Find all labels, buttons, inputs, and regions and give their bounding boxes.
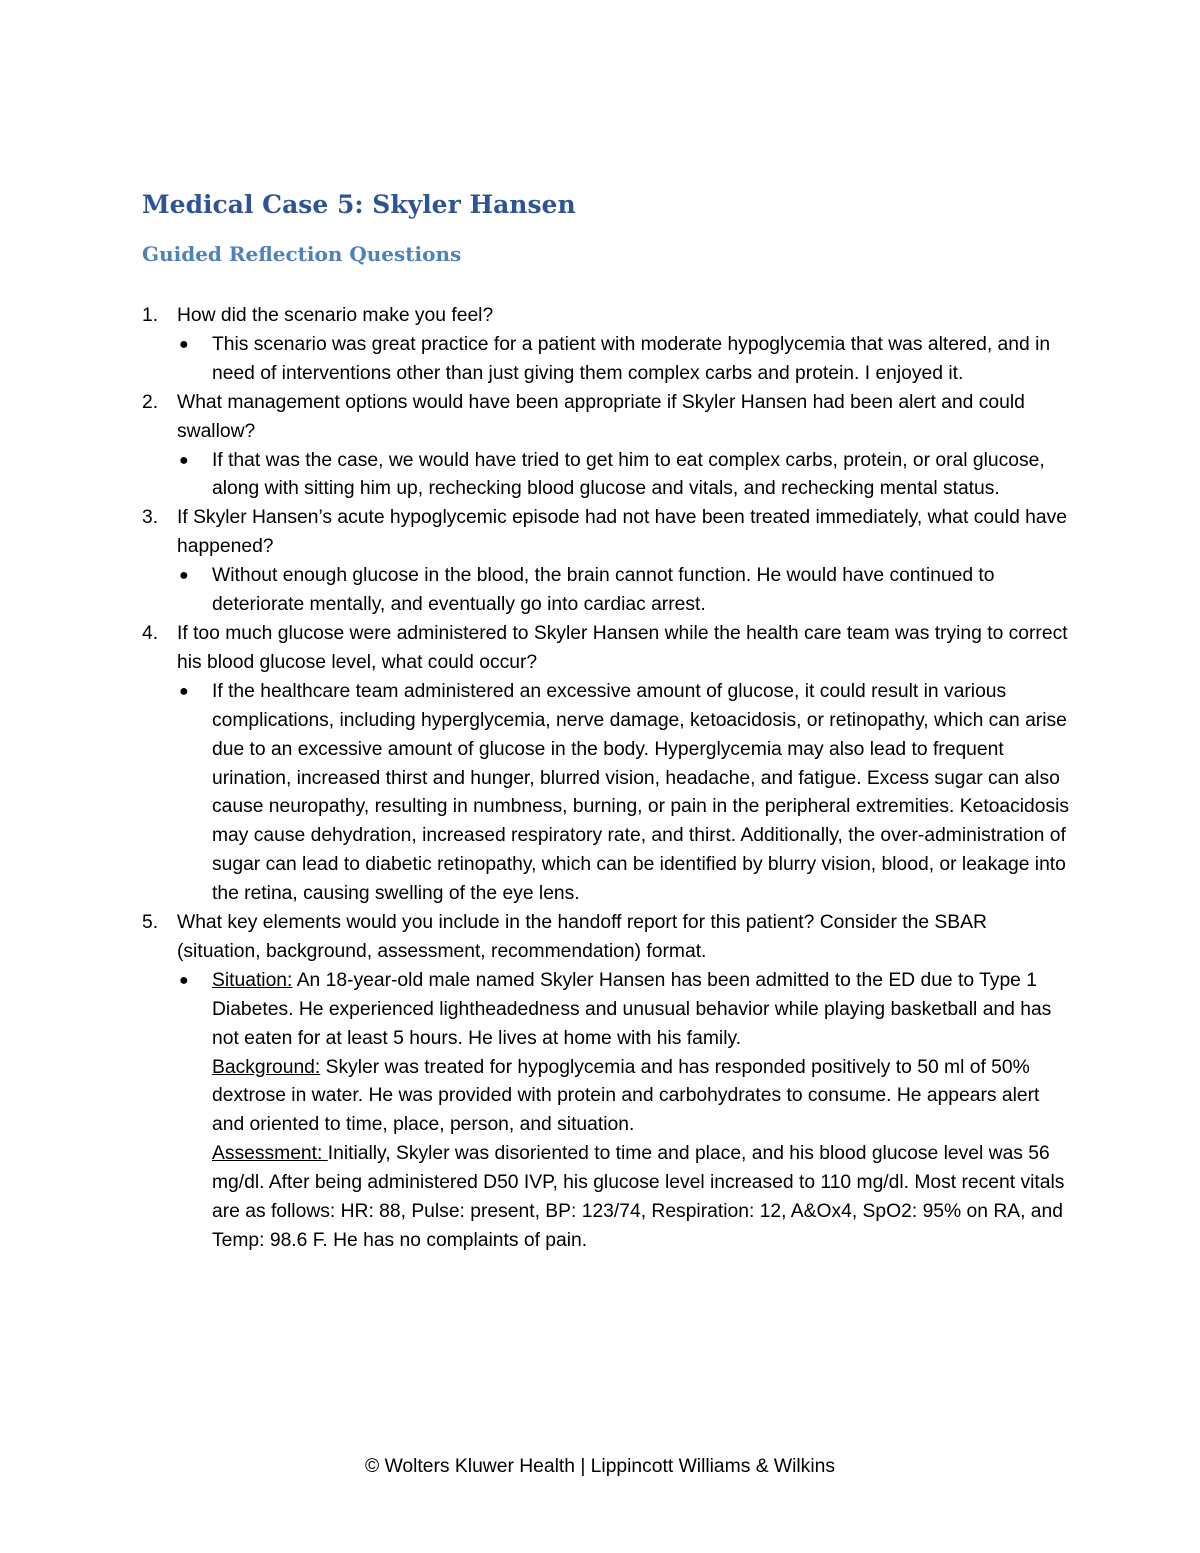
- page-footer: © Wolters Kluwer Health | Lippincott Williams & Wilkins: [365, 1456, 835, 1477]
- question-item: [142, 504, 1072, 620]
- answer-item: [177, 331, 1072, 389]
- answer-list: [177, 678, 1072, 909]
- sbar-answer-item: [177, 967, 1072, 1256]
- section-heading: Guided Reflection Questions: [142, 242, 462, 266]
- answer-item: [177, 678, 1072, 909]
- question-item: [142, 389, 1072, 505]
- sbar-situation: [212, 970, 1051, 1049]
- question-number: 2.: [142, 391, 159, 413]
- question-text: How did the scenario make you feel?: [177, 305, 494, 326]
- question-number: 3.: [142, 507, 159, 529]
- answer-text: Without enough glucose in the blood, the brain cannot function. He would have continued to deteriorate mentally, and eventually go into cardiac arrest.: [212, 565, 995, 616]
- answer-text: If the healthcare team administered an excessive amount of glucose, it could result in various complications, including hyperglycemia, nerve damage, ketoacidosis, or retinopathy, which can arise due to an excessive amount of glucose in the body. Hyperglycemia may also lead to frequent urination, increased thirst and hunger, blurred vision, headache, and fatigue. Excess sugar can also cause neuropathy, resulting in numbness, burning, or pain in the peripheral extremities. Ketoacidosis may cause dehydration, increased respiratory rate, and thirst. Additionally, the over-administration of sugar can lead to diabetic retinopathy, which can be identified by blurry vision, blood, or leakage into the retina, causing swelling of the eye lens.: [212, 680, 1070, 905]
- assessment-text: Initially, Skyler was disoriented to time and place, and his blood glucose level was 56 mg/dl. After being administered D50 IVP, his glucose level increased to 110 mg/dl. Most recent vitals are as follows: HR: 88, Pulse: present, BP: 123/74, Respiration: 12, A&Ox4, SpO2: 95% on RA, and Temp: 98.6 F. He has no complaints of pain.: [212, 1143, 1065, 1251]
- answer-item: [177, 447, 1072, 505]
- answer-list: [177, 562, 1072, 620]
- bullet-icon: ●: [179, 567, 189, 585]
- bullet-icon: ●: [179, 451, 189, 469]
- question-text: If too much glucose were administered to Skyler Hansen while the health care team was trying to correct his blood glucose level, what could occur?: [177, 622, 1068, 673]
- answer-item: [177, 562, 1072, 620]
- bullet-icon: ●: [179, 335, 189, 353]
- question-number: 5.: [142, 912, 159, 934]
- answer-list: [177, 967, 1072, 1256]
- document-title: Medical Case 5: Skyler Hansen: [142, 190, 576, 219]
- answer-text: This scenario was great practice for a patient with moderate hypoglycemia that was altered, and in need of interventions other than just giving them complex carbs and protein. I enjoyed it.: [212, 333, 1051, 384]
- background-label: Background:: [212, 1056, 321, 1078]
- situation-label: Situation:: [212, 969, 293, 991]
- sbar-assessment: [212, 1143, 1064, 1251]
- question-item: [142, 620, 1072, 909]
- question-text: What key elements would you include in the handoff report for this patient? Consider the SBAR (situation, background, assessment, recommendation) format.: [177, 912, 987, 962]
- answer-list: [177, 447, 1072, 505]
- background-text: Skyler was treated for hypoglycemia and has responded positively to 50 ml of 50% dextrose in water. He was provided with protein and carbohydrates to consume. He appears alert and oriented to time, place, person, and situation.: [212, 1056, 1040, 1136]
- question-text: What management options would have been appropriate if Skyler Hansen had been alert and could swallow?: [177, 391, 1025, 442]
- question-number: 4.: [142, 622, 159, 644]
- question-number: 1.: [142, 305, 159, 326]
- sbar-background: [212, 1057, 1039, 1136]
- question-list: [142, 302, 1072, 1256]
- question-text: If Skyler Hansen’s acute hypoglycemic episode had not have been treated immediately, what could have happened?: [177, 507, 1067, 558]
- question-item: [142, 302, 1072, 389]
- question-item: [142, 909, 1072, 1256]
- assessment-label: Assessment:: [212, 1143, 328, 1165]
- answer-text: If that was the case, we would have tried to get him to eat complex carbs, protein, or oral glucose, along with sitting him up, rechecking blood glucose and vitals, and rechecking mental status.: [212, 449, 1045, 500]
- answer-list: [177, 331, 1072, 389]
- bullet-icon: ●: [179, 971, 189, 989]
- bullet-icon: ●: [179, 682, 189, 700]
- situation-text: An 18-year-old male named Skyler Hansen has been admitted to the ED due to Type 1 Diabetes. He experienced lightheadedness and unusual behavior while playing basketball and has not eaten for at least 5 hours. He lives at home with his family.: [212, 969, 1052, 1049]
